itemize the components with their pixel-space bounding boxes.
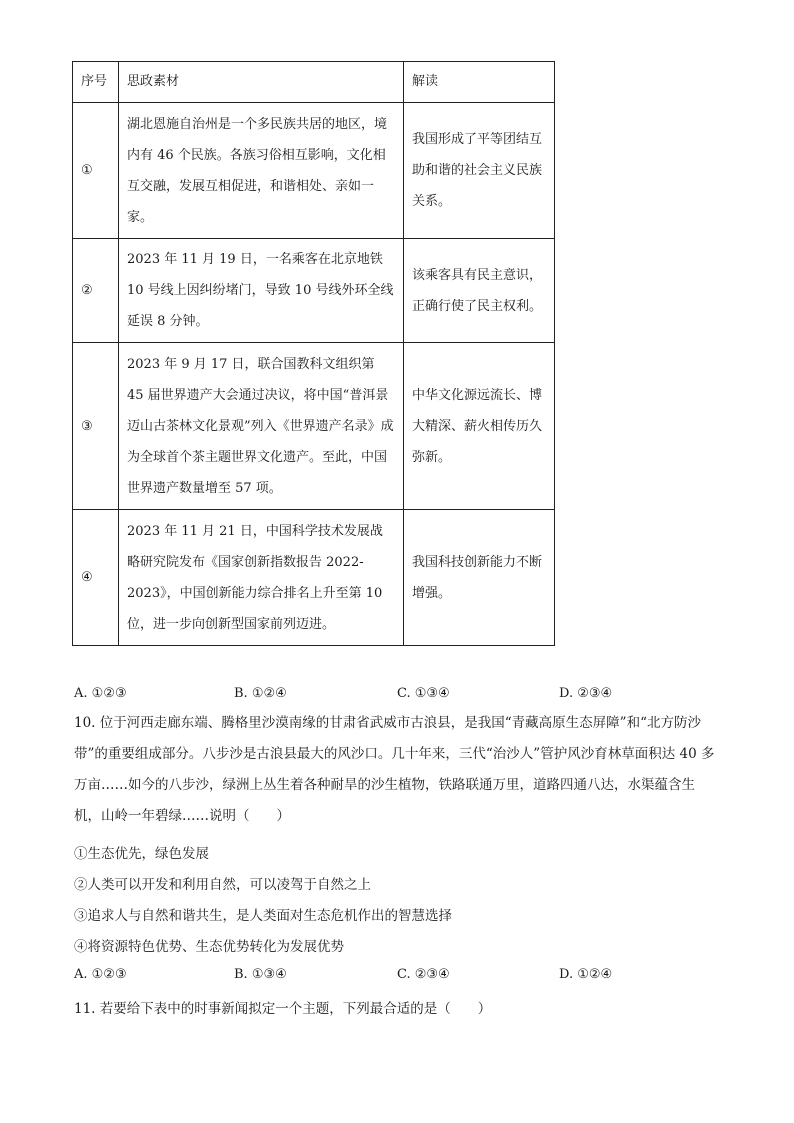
q10-statement: ②人类可以开发和利用自然，可以凌驾于自然之上 [74,877,371,893]
row-interpretation: 中华文化源远流长、博大精深、薪火相传历久弥新。 [404,343,555,510]
row-number: ③ [73,343,119,510]
row-number: ① [73,103,119,239]
q10-statement: ③追求人与自然和谐共生，是人类面对生态危机作出的智慧选择 [74,908,452,924]
q9-option-b[interactable]: B. ①②④ [234,686,287,701]
q10-option-c[interactable]: C. ②③④ [397,967,450,982]
row-material: 2023 年 11 月 19 日，一名乘客在北京地铁 10 号线上因纠纷堵门，导致 10 号线外环全线延误 8 分钟。 [119,239,404,343]
row-interpretation: 我国科技创新能力不断增强。 [404,510,555,646]
table-header-row [73,62,555,103]
q10-statement: ④将资源特色优势、生态优势转化为发展优势 [74,939,344,955]
q9-options [74,686,714,706]
row-material: 2023 年 9 月 17 日，联合国教科文组织第 45 届世界遗产大会通过决议，将中国“普洱景迈山古茶林文化景观”列入《世界遗产名录》成为全球首个茶主题世界文化遗产。至此，中国世界遗产数量增至 57 项。 [119,343,404,510]
row-interpretation: 我国形成了平等团结互助和谐的社会主义民族关系。 [404,103,555,239]
q10-option-d[interactable]: D. ①②④ [559,967,613,982]
header-material: 思政素材 [119,62,404,103]
q10-option-a[interactable]: A. ①②③ [74,967,127,982]
header-number: 序号 [73,62,119,103]
q10-stem: 10. 位于河西走廊东端、腾格里沙漠南缘的甘肃省武威市古浪县，是我国“青藏高原生态屏障”和“北方防沙带”的重要组成部分。八步沙是古浪县最大的风沙口。几十年来，三代“治沙人”管护风沙育林草面积达 40 多万亩……如今的八步沙，绿洲上丛生着各种耐旱的沙生植物，铁路联通万里，道路四通八达，水渠蕴含生机，山岭一年碧绿……说明（ ） [74,715,715,824]
q11-stem: 11. 若要给下表中的时事新闻拟定一个主题，下列最合适的是（ ） [74,1001,492,1017]
q10-statement: ①生态优先，绿色发展 [74,846,209,862]
table-row [73,510,555,646]
q9-option-a[interactable]: A. ①②③ [74,686,127,701]
table-row [73,343,555,510]
row-interpretation: 该乘客具有民主意识，正确行使了民主权利。 [404,239,555,343]
q9-option-d[interactable]: D. ②③④ [559,686,613,701]
row-material: 2023 年 11 月 21 日，中国科学技术发展战略研究院发布《国家创新指数报告 2022-2023》，中国创新能力综合排名上升至第 10 位，进一步向创新型国家前列迈进。 [119,510,404,646]
header-interpretation: 解读 [404,62,555,103]
q9-option-c[interactable]: C. ①③④ [397,686,450,701]
row-material: 湖北恩施自治州是一个多民族共居的地区，境内有 46 个民族。各族习俗相互影响，文化相互交融，发展互相促进，和谐相处、亲如一家。 [119,103,404,239]
table-row [73,103,555,239]
material-table [72,61,555,646]
row-number: ④ [73,510,119,646]
q10-options [74,967,714,987]
q10-option-b[interactable]: B. ①③④ [234,967,287,982]
table-row [73,239,555,343]
row-number: ② [73,239,119,343]
